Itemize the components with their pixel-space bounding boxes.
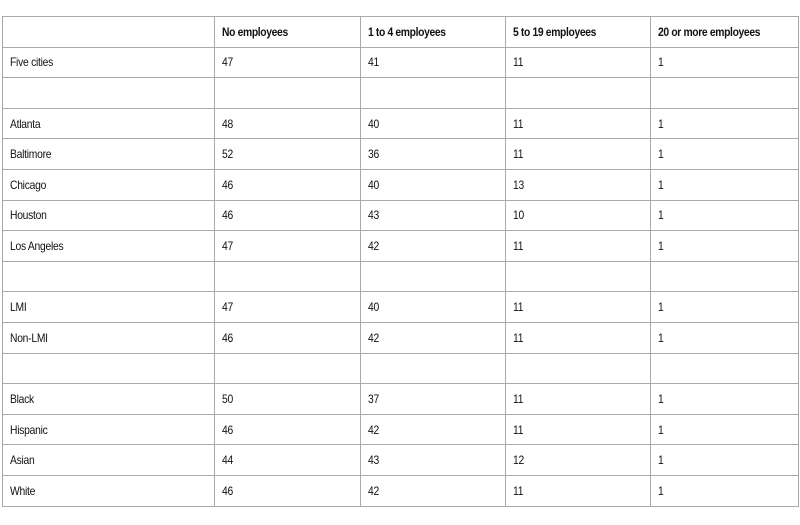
cell-20-or-more-value: 1 [651,200,799,231]
cell-1-to-4-value [361,353,506,384]
cell-no-employees-value [215,353,361,384]
cell-5-to-19-value: 11 [506,108,651,139]
cell-row-label: Hispanic [3,414,215,445]
cell-row-label: Atlanta [3,108,215,139]
cell-row-label [3,78,215,109]
table-row [3,78,799,109]
cell-row-label: Five cities [3,47,215,78]
cell-row-label: Los Angeles [3,231,215,262]
cell-no-employees-value: 47 [215,292,361,323]
table-row [3,261,799,292]
cell-1-to-4-value: 43 [361,445,506,476]
table-row [3,445,799,476]
cell-1-to-4-value: 40 [361,169,506,200]
cell-20-or-more-value: 1 [651,169,799,200]
cell-1-to-4-value: 42 [361,414,506,445]
cell-1-to-4-value [361,78,506,109]
cell-5-to-19-value: 11 [506,292,651,323]
cell-no-employees-value [215,261,361,292]
cell-1-to-4-value: 36 [361,139,506,170]
table-row [3,139,799,170]
table-row [3,414,799,445]
cell-row-label: Asian [3,445,215,476]
table-container [2,16,799,507]
cell-20-or-more-value: 1 [651,231,799,262]
table-header [3,17,799,48]
cell-5-to-19-value: 11 [506,475,651,506]
cell-no-employees-value: 46 [215,414,361,445]
cell-row-label: White [3,475,215,506]
cell-20-or-more-value [651,261,799,292]
table-row [3,169,799,200]
cell-no-employees-value: 46 [215,200,361,231]
cell-row-label: Baltimore [3,139,215,170]
cell-no-employees-value: 50 [215,384,361,415]
cell-5-to-19-value [506,353,651,384]
cell-no-employees-value: 48 [215,108,361,139]
cell-20-or-more-value: 1 [651,384,799,415]
cell-1-to-4-value: 42 [361,475,506,506]
employees-table [2,16,799,507]
table-row [3,200,799,231]
cell-20-or-more-value: 1 [651,475,799,506]
cell-row-label [3,261,215,292]
cell-20-or-more-value: 1 [651,108,799,139]
cell-5-to-19-value [506,261,651,292]
header-cell-1-to-4: 1 to 4 employees [361,17,506,48]
cell-row-label [3,353,215,384]
cell-5-to-19-value: 12 [506,445,651,476]
cell-5-to-19-value: 11 [506,322,651,353]
table-row [3,292,799,323]
cell-no-employees-value: 46 [215,322,361,353]
cell-5-to-19-value: 11 [506,414,651,445]
cell-no-employees-value: 44 [215,445,361,476]
cell-row-label: Non-LMI [3,322,215,353]
cell-20-or-more-value: 1 [651,445,799,476]
cell-no-employees-value: 52 [215,139,361,170]
cell-20-or-more-value: 1 [651,292,799,323]
cell-20-or-more-value [651,78,799,109]
header-cell-label [3,17,215,48]
cell-row-label: Houston [3,200,215,231]
cell-5-to-19-value: 11 [506,384,651,415]
cell-no-employees-value [215,78,361,109]
table-row [3,231,799,262]
table-row [3,353,799,384]
cell-1-to-4-value: 37 [361,384,506,415]
cell-no-employees-value: 46 [215,169,361,200]
cell-no-employees-value: 47 [215,231,361,262]
cell-1-to-4-value: 42 [361,322,506,353]
cell-1-to-4-value: 42 [361,231,506,262]
cell-5-to-19-value [506,78,651,109]
table-row [3,384,799,415]
header-cell-20-or-more: 20 or more employees [651,17,799,48]
cell-5-to-19-value: 11 [506,231,651,262]
cell-1-to-4-value: 40 [361,292,506,323]
cell-20-or-more-value: 1 [651,414,799,445]
cell-5-to-19-value: 13 [506,169,651,200]
cell-no-employees-value: 46 [215,475,361,506]
cell-20-or-more-value [651,353,799,384]
cell-1-to-4-value [361,261,506,292]
cell-row-label: Chicago [3,169,215,200]
cell-1-to-4-value: 43 [361,200,506,231]
cell-20-or-more-value: 1 [651,47,799,78]
cell-1-to-4-value: 41 [361,47,506,78]
table-row [3,108,799,139]
cell-20-or-more-value: 1 [651,322,799,353]
cell-5-to-19-value: 11 [506,139,651,170]
cell-5-to-19-value: 10 [506,200,651,231]
cell-no-employees-value: 47 [215,47,361,78]
header-row [3,17,799,48]
header-cell-no-employees: No employees [215,17,361,48]
cell-1-to-4-value: 40 [361,108,506,139]
table-row [3,47,799,78]
cell-row-label: LMI [3,292,215,323]
table-row [3,322,799,353]
cell-20-or-more-value: 1 [651,139,799,170]
table-row [3,475,799,506]
cell-row-label: Black [3,384,215,415]
cell-5-to-19-value: 11 [506,47,651,78]
table-body [3,47,799,506]
header-cell-5-to-19: 5 to 19 employees [506,17,651,48]
